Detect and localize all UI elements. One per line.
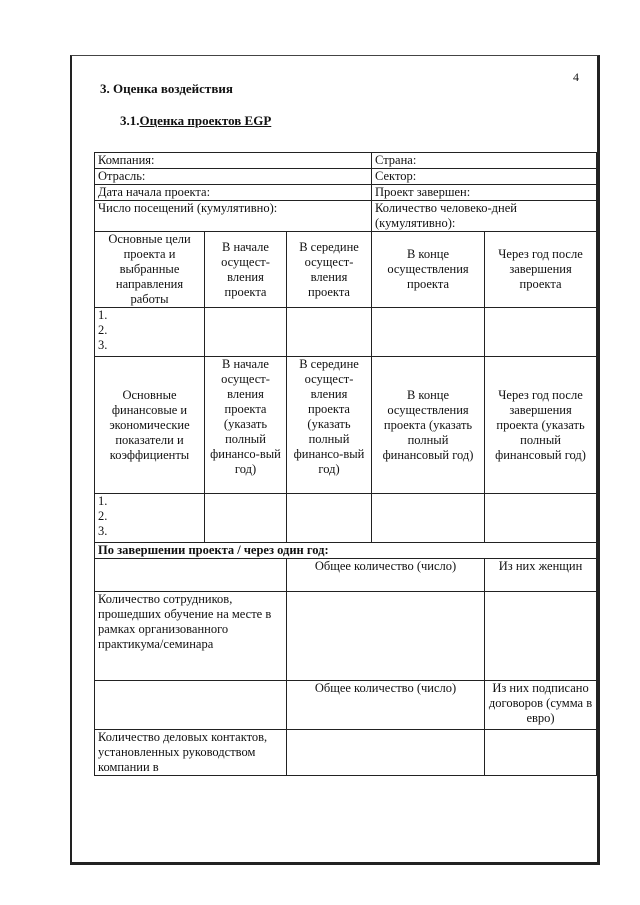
finance-list-row	[95, 494, 597, 543]
goals-header-col3: В середине осущест-вления проекта	[287, 232, 372, 308]
list-item: 3.	[98, 524, 108, 538]
evaluation-form-table	[94, 152, 597, 776]
info-row-visits	[95, 201, 597, 232]
sector-field[interactable]: Сектор:	[372, 169, 597, 185]
list-item: 2.	[98, 323, 108, 337]
completion-field[interactable]: Проект завершен:	[372, 185, 597, 201]
contacts-header-total: Общее количество (число)	[287, 681, 485, 730]
page-number: 4	[573, 70, 579, 84]
training-header-total: Общее количество (число)	[287, 559, 485, 592]
person-days-field[interactable]: Количество человеко-дней (кумулятивно):	[372, 201, 597, 232]
finance-header-col3: В середине осущест-вления проекта (указать полный финансо-вый год)	[287, 357, 372, 494]
finance-header-col1: Основные финансовые и экономические показатели и коэффициенты	[95, 357, 205, 494]
training-total-cell[interactable]	[287, 592, 485, 681]
goals-header-col1: Основные цели проекта и выбранные направления работы	[95, 232, 205, 308]
goals-header-row	[95, 232, 597, 308]
finance-header-col2: В начале осущест-вления проекта (указать полный финансо-вый год)	[205, 357, 287, 494]
company-field[interactable]: Компания:	[95, 153, 372, 169]
training-header-row	[95, 559, 597, 592]
contacts-row	[95, 730, 597, 776]
goals-header-col4: В конце осуществления проекта	[372, 232, 485, 308]
goals-header-col5: Через год после завершения проекта	[485, 232, 597, 308]
subsection-number: 3.1.	[120, 113, 140, 128]
goals-end-cell[interactable]	[372, 308, 485, 357]
section-title: 3. Оценка воздействия	[100, 81, 233, 96]
subsection-title-text: Оценка проектов EGP	[139, 113, 272, 128]
finance-end-cell[interactable]	[372, 494, 485, 543]
goals-list-cell[interactable]	[95, 308, 205, 357]
training-row	[95, 592, 597, 681]
finance-header-row	[95, 357, 597, 494]
finance-start-cell[interactable]	[205, 494, 287, 543]
completion-title-row	[95, 543, 597, 559]
finance-list-cell[interactable]	[95, 494, 205, 543]
finance-header-col5: Через год после завершения проекта (указать полный финансовый год)	[485, 357, 597, 494]
list-item: 1.	[98, 308, 108, 322]
list-item: 3.	[98, 338, 108, 352]
contacts-total-cell[interactable]	[287, 730, 485, 776]
info-row-industry	[95, 169, 597, 185]
goals-after-cell[interactable]	[485, 308, 597, 357]
contacts-contracts-cell[interactable]	[485, 730, 597, 776]
goals-list-row	[95, 308, 597, 357]
document-page	[70, 55, 600, 865]
finance-after-cell[interactable]	[485, 494, 597, 543]
subsection-title	[120, 113, 271, 129]
training-label: Количество сотрудников, прошедших обучение на месте в рамках организованного практикума/семинара	[95, 592, 287, 681]
completion-title: По завершении проекта / через один год:	[95, 543, 597, 559]
goals-start-cell[interactable]	[205, 308, 287, 357]
contacts-header-contracts: Из них подписано договоров (сумма в евро)	[485, 681, 597, 730]
list-item: 2.	[98, 509, 108, 523]
start-date-field[interactable]: Дата начала проекта:	[95, 185, 372, 201]
list-item: 1.	[98, 494, 108, 508]
contacts-label: Количество деловых контактов, установленных руководством компании в	[95, 730, 287, 776]
contacts-header-row	[95, 681, 597, 730]
country-field[interactable]: Страна:	[372, 153, 597, 169]
goals-header-col2: В начале осущест-вления проекта	[205, 232, 287, 308]
finance-header-col4: В конце осуществления проекта (указать полный финансовый год)	[372, 357, 485, 494]
contacts-header-empty	[95, 681, 287, 730]
training-header-empty	[95, 559, 287, 592]
info-row-dates	[95, 185, 597, 201]
finance-middle-cell[interactable]	[287, 494, 372, 543]
info-row-company	[95, 153, 597, 169]
training-women-cell[interactable]	[485, 592, 597, 681]
visits-field[interactable]: Число посещений (кумулятивно):	[95, 201, 372, 232]
goals-middle-cell[interactable]	[287, 308, 372, 357]
industry-field[interactable]: Отрасль:	[95, 169, 372, 185]
training-header-women: Из них женщин	[485, 559, 597, 592]
